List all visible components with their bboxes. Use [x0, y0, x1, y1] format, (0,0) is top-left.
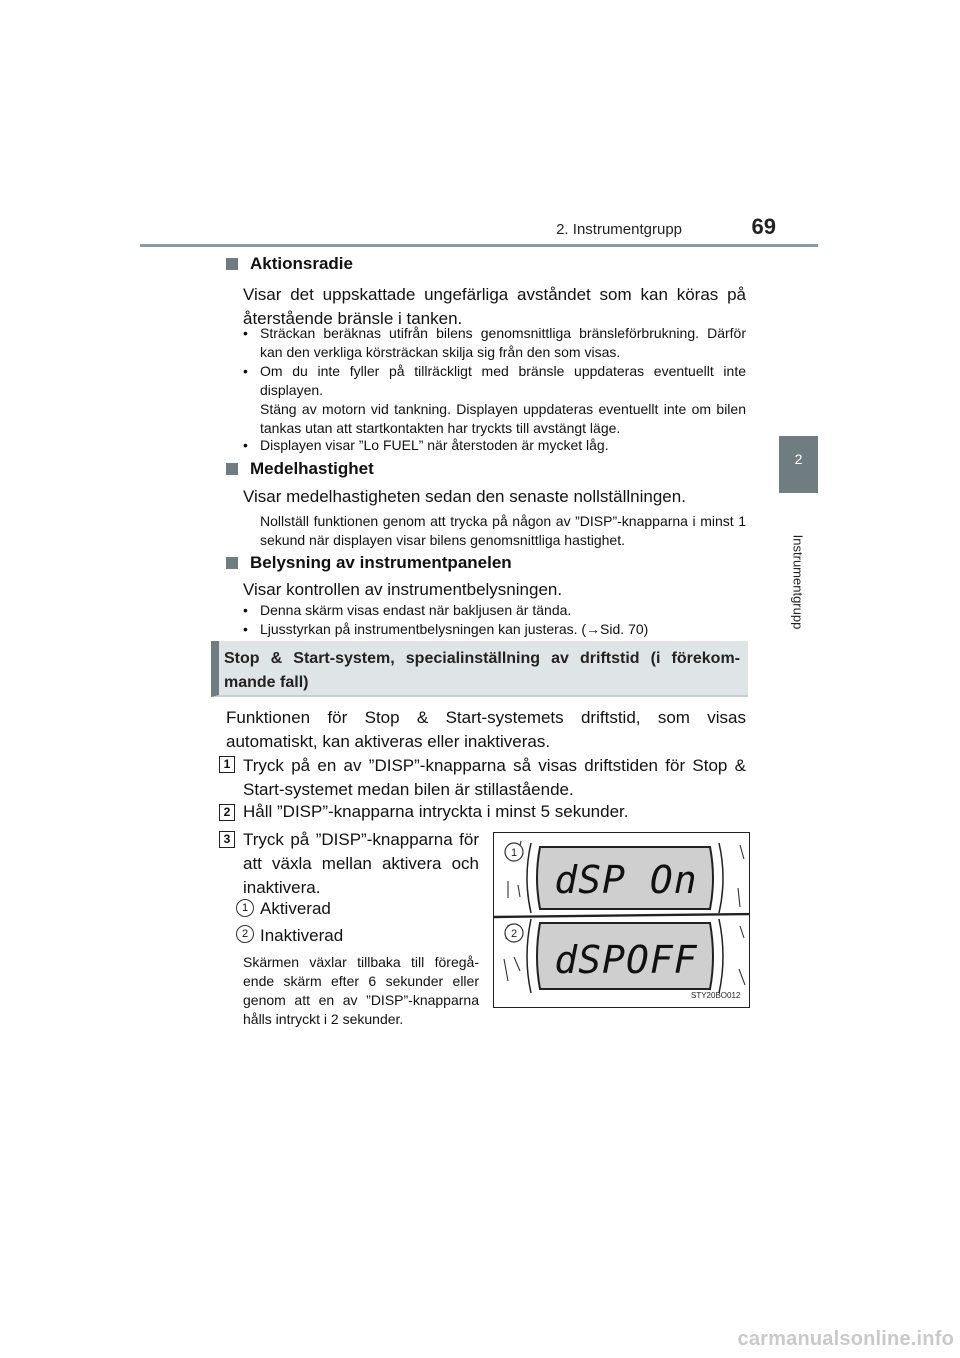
page-number: 69 — [751, 214, 776, 239]
aktionsradie-bullet-1: • Sträckan beräknas utifrån bilens genomsnittliga bränsleförbrukning. Därför kan den verkliga körsträckan skilja sig från den som visas. — [243, 325, 746, 360]
chapter-tab-number: 2 — [794, 451, 803, 467]
aktionsradie-text: Visar det uppskattade ungefärliga avståndet som kan köras på återstående bränsle i tanken. — [243, 285, 746, 328]
medelhastighet-text: Visar medelhastigheten sedan den senaste nollställningen. — [243, 487, 686, 506]
display-top-text: dSP On — [554, 858, 698, 902]
step-number-3: 3 — [219, 831, 235, 848]
aktionsradie-bullet-2: • Om du inte fyller på tillräckligt med bränsle uppdateras eventuellt inte displayen. — [243, 363, 746, 398]
step-number-1: 1 — [219, 756, 235, 773]
square-bullet-icon — [226, 463, 238, 475]
legend-callout-2: 2 — [236, 925, 254, 943]
figure-code: STY20BO012 — [691, 991, 741, 1000]
running-header-chapter: 2. Instrumentgrupp — [556, 221, 682, 238]
heading-aktionsradie: Aktionsradie — [226, 254, 353, 274]
section-intro: Funktionen för Stop & Start-systemets driftstid, som visas automatiskt, kan aktiveras eller inaktiveras. — [226, 708, 746, 751]
header-rule — [140, 244, 818, 247]
medelhastighet-note: Nollställ funktionen genom att trycka på någon av ”DISP”-knapparna i minst 1 sekund när displayen visar bilens genomsnittliga hastighet. — [260, 513, 746, 548]
display-figure — [493, 832, 750, 1008]
display-illustration — [494, 833, 750, 1008]
aktionsradie-bullet-2-extra: Stäng av motorn vid tankning. Displayen uppdateras eventuellt inte om bilen tankas utan att startkontakten har tryckts till avstängt läge. — [260, 401, 746, 436]
legend-label-2: Inaktiverad — [260, 926, 344, 945]
section-note: Skärmen växlar tillbaka till föregå-ende skärm efter 6 sekunder eller genom att en av ”DISP”-knapparna hålls intryckt i 2 sekunder. — [243, 954, 479, 1027]
callout-1-label: 1 — [510, 847, 518, 859]
belysning-text: Visar kontrollen av instrumentbelysningen. — [243, 580, 563, 599]
chapter-tab-label: Instrumentgrupp — [790, 534, 806, 630]
square-bullet-icon — [226, 557, 238, 569]
display-bottom-text: dSPOFF — [554, 938, 698, 982]
belysning-bullet-1: • Denna skärm visas endast när bakljusen är tända. — [243, 602, 572, 618]
heading-medelhastighet: Medelhastighet — [226, 459, 374, 479]
legend-callout-1: 1 — [236, 899, 254, 917]
heading-belysning: Belysning av instrumentpanelen — [226, 553, 512, 573]
callout-2-label: 2 — [510, 928, 518, 940]
square-bullet-icon — [226, 258, 238, 270]
step-2-text: Håll ”DISP”-knapparna intryckta i minst 5 sekunder. — [243, 802, 629, 821]
section-title: Stop & Start-system, specialinställning av driftstid (i förekom-mande fall) — [224, 650, 740, 691]
step-1-text: Tryck på en av ”DISP”-knapparna så visas driftstiden för Stop & Start-systemet medan bilen är stillastående. — [243, 756, 746, 799]
step-3-text: Tryck på ”DISP”-knapparna för att växla mellan aktivera och inaktivera. — [243, 830, 479, 897]
step-number-2: 2 — [219, 804, 235, 821]
legend-label-1: Aktiverad — [260, 899, 331, 918]
watermark: carmanualsonline.info — [737, 1328, 954, 1350]
aktionsradie-bullet-3: • Displayen visar ”Lo FUEL” när återstoden är mycket låg. — [243, 437, 609, 453]
belysning-bullet-2: • Ljusstyrkan på instrumentbelysningen kan justeras. (→Sid. 70) — [243, 621, 649, 637]
